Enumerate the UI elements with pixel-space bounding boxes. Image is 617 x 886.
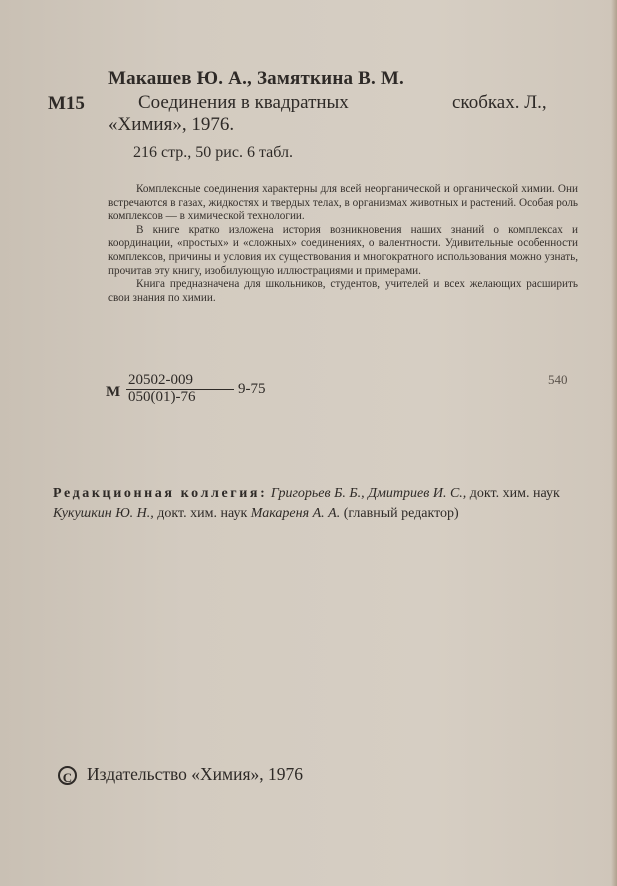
book-title-line1-end: скобках. Л., — [452, 92, 547, 113]
board-member: Макареня А. А. — [250, 506, 341, 521]
classification-suffix: 9-75 — [238, 381, 266, 397]
editorial-board-label: Редакционная коллегия: — [53, 486, 268, 501]
annotation-paragraph: В книге кратко изложена история возникновения наших знаний о комплексах и координации, «простых» и «сложных» соединениях, о валентности. Удивительные особенности комплексов, причины и условия их существования и многократного использования можно узнать, прочитав эту книгу, изобилующую иллюстрациями и примерами. — [108, 223, 578, 277]
annotation-paragraph: Комплексные соединения характерны для всей неорганической и органической химии. Они встречаются в газах, жидкостях и твердых телах, в организмах животных и растений. Особая роль комплексов — в химической технологии. — [108, 183, 578, 223]
classification-letter: M — [106, 384, 121, 400]
classification-denominator: 050(01)-76 — [128, 389, 196, 405]
book-title-line2: «Химия», 1976. — [108, 114, 235, 135]
authors-line: Макашев Ю. А., Замяткина В. М. — [108, 68, 404, 89]
academic-degree: докт. хим. наук — [157, 506, 248, 521]
board-member: Дмитриев И. С., — [368, 486, 467, 501]
annotation-block — [108, 183, 578, 305]
publisher-imprint: Издательство «Химия», 1976 — [87, 764, 304, 784]
book-title-line1: Соединения в квадратных — [138, 92, 349, 113]
board-member: Григорьев Б. Б., — [270, 486, 365, 501]
annotation-paragraph: Книга предназначена для школьников, студентов, учителей и всех желающих расширить свои знания по химии. — [108, 278, 578, 304]
copyright-icon: C — [58, 766, 77, 785]
classification-numerator: 20502-009 — [128, 372, 193, 388]
editor-role: (главный редактор) — [343, 506, 459, 521]
physical-extent: 216 стр., 50 рис. 6 табл. — [133, 144, 293, 161]
price-code: 540 — [548, 372, 568, 387]
board-member: Кукушкин Ю. Н., — [53, 506, 154, 521]
academic-degree: докт. хим. наук — [469, 486, 560, 501]
udc-code: M15 — [48, 93, 85, 114]
copyright-line — [58, 764, 303, 785]
editorial-board — [53, 484, 593, 524]
page-edge-shadow — [611, 0, 617, 886]
